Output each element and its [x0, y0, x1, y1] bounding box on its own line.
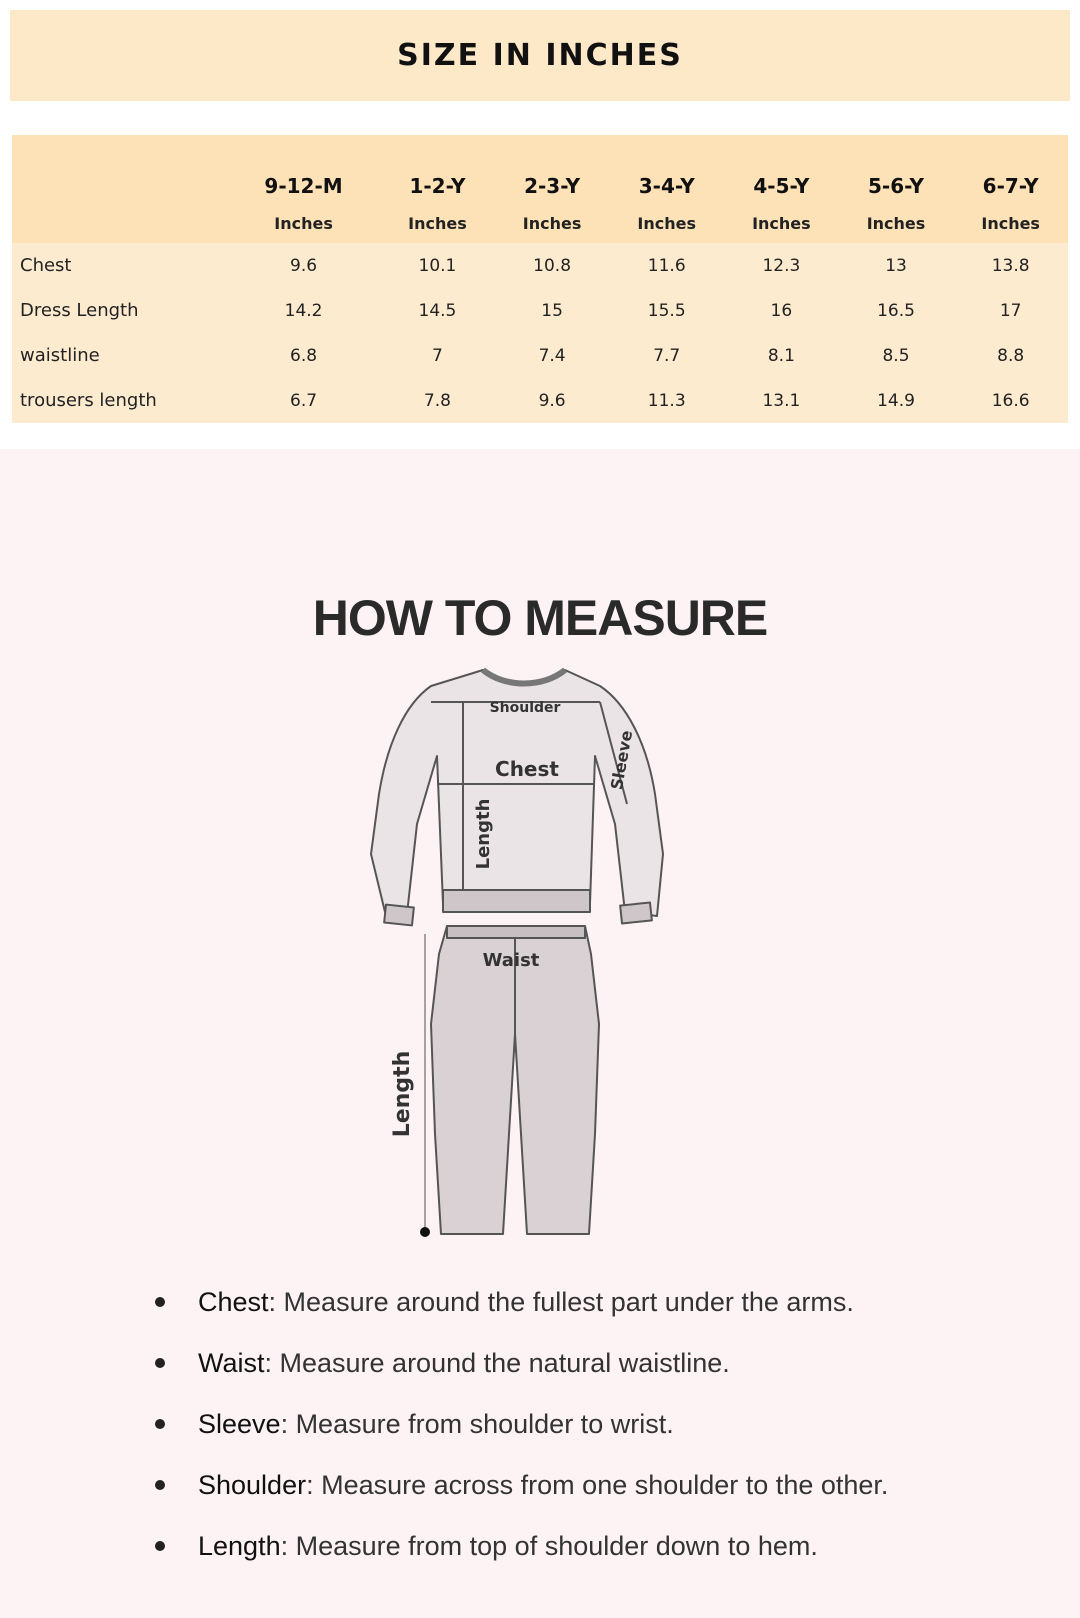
table-cell: 10.1 [418, 255, 457, 276]
tip-term: Shoulder [198, 1470, 307, 1500]
table-cell: 9.6 [290, 255, 318, 276]
unit-header: Inches [866, 214, 926, 233]
size-chart-header [10, 10, 1070, 101]
diagram-label-chest: Chest [495, 757, 559, 781]
table-cell: 6.7 [290, 390, 318, 411]
bullet-icon [155, 1358, 165, 1368]
list-item [150, 1406, 1050, 1467]
unit-header: Inches [752, 214, 811, 233]
table-cell: 14.9 [877, 390, 915, 411]
list-item [150, 1284, 1050, 1345]
table-cell: 7 [432, 345, 443, 366]
list-item [150, 1467, 1050, 1528]
trousers-illustration [420, 926, 599, 1237]
table-cell: 14.5 [418, 300, 457, 321]
table-cell: 16.5 [877, 300, 915, 321]
table-cell: 6.8 [290, 345, 318, 366]
diagram-label-waist: Waist [482, 950, 540, 971]
size-header: 9-12-M [264, 174, 343, 198]
size-header: 5-6-Y [868, 174, 924, 198]
size-header: 3-4-Y [638, 174, 695, 198]
unit-header: Inches [274, 214, 333, 233]
tip-text: : Measure around the natural waistline. [264, 1348, 730, 1378]
table-cell: 15.5 [647, 300, 686, 321]
how-to-measure-title: HOW TO MEASURE [312, 590, 768, 646]
row-label: waistline [20, 345, 100, 366]
table-cell: 9.6 [538, 390, 566, 411]
corner-cell [12, 135, 227, 204]
table-cell: 13.1 [762, 390, 801, 411]
table-row-chest [12, 243, 1068, 288]
size-chart-title: SIZE IN INCHES [397, 38, 683, 73]
how-to-measure-section [0, 449, 1080, 1618]
measurement-diagram [365, 664, 695, 1264]
diagram-label-shoulder: Shoulder [489, 700, 561, 716]
tip-term: Sleeve [198, 1409, 281, 1439]
unit-header: Inches [981, 214, 1040, 233]
bullet-icon [155, 1480, 165, 1490]
table-cell: 13 [885, 255, 907, 276]
table-cell: 12.3 [762, 255, 801, 276]
unit-header-row [12, 204, 1068, 243]
tip-term: Chest [198, 1287, 269, 1317]
size-header: 1-2-Y [409, 174, 466, 198]
corner-cell [12, 204, 227, 243]
unit-header: Inches [408, 214, 467, 233]
diagram-label-length-bottom: Length [390, 1050, 415, 1138]
bullet-icon [155, 1419, 165, 1429]
table-cell: 7.4 [538, 345, 566, 366]
list-item [150, 1345, 1050, 1406]
tip-text: : Measure from shoulder to wrist. [280, 1409, 674, 1439]
measurement-tips-list [150, 1284, 1050, 1589]
table-row-trousers-length [12, 378, 1068, 423]
table-cell: 7.7 [653, 345, 681, 366]
bullet-icon [155, 1297, 165, 1307]
row-label: Dress Length [20, 300, 139, 321]
unit-header: Inches [522, 214, 582, 233]
size-header: 4-5-Y [753, 174, 810, 198]
tip-term: Waist [198, 1348, 265, 1378]
tip-text: : Measure from top of shoulder down to hem. [280, 1531, 818, 1561]
unit-header: Inches [637, 214, 697, 233]
table-cell: 11.3 [647, 390, 686, 411]
row-label: trousers length [20, 390, 157, 411]
table-cell: 7.8 [423, 390, 451, 411]
table-cell: 17 [999, 300, 1022, 321]
diagram-label-sleeve: Sleeve [607, 728, 637, 792]
tip-text: : Measure across from one shoulder to the other. [306, 1470, 889, 1500]
table-cell: 11.6 [647, 255, 686, 276]
size-header: 2-3-Y [524, 174, 581, 198]
table-cell: 16.6 [991, 390, 1030, 411]
table-cell: 8.1 [767, 345, 795, 366]
tip-term: Length [198, 1531, 281, 1561]
table-cell: 15 [541, 300, 563, 321]
row-label: Chest [20, 255, 72, 276]
table-cell: 13.8 [991, 255, 1030, 276]
size-chart-table [12, 135, 1068, 423]
table-cell: 10.8 [533, 255, 572, 276]
size-header-row [12, 135, 1068, 204]
table-cell: 16 [770, 300, 793, 321]
bullet-icon [155, 1541, 165, 1551]
table-cell: 14.2 [284, 300, 323, 321]
diagram-label-length-top: Length [473, 798, 494, 870]
tip-text: : Measure around the fullest part under the arms. [268, 1287, 854, 1317]
list-item [150, 1528, 1050, 1589]
table-row-waistline [12, 333, 1068, 378]
table-cell: 8.5 [882, 345, 910, 366]
table-cell: 8.8 [997, 345, 1025, 366]
table-row-dress-length [12, 288, 1068, 333]
size-header: 6-7-Y [982, 174, 1039, 198]
